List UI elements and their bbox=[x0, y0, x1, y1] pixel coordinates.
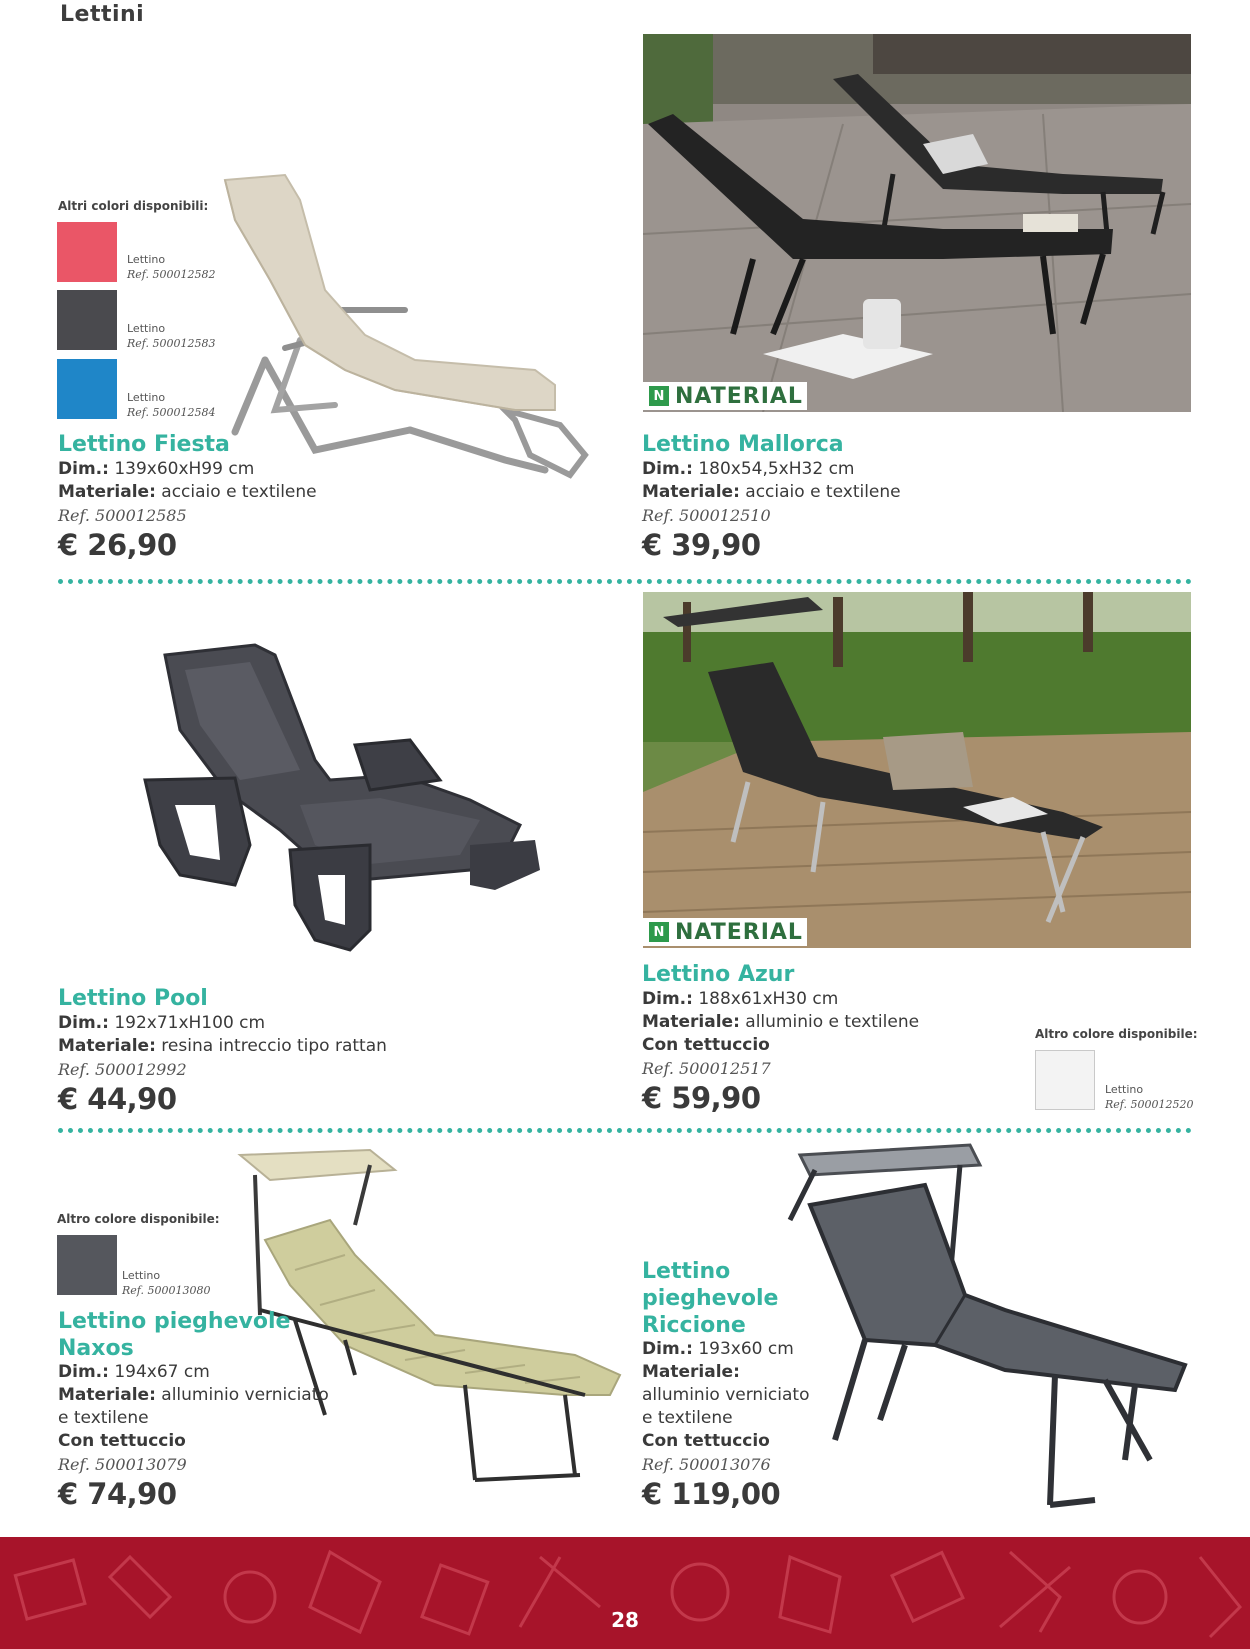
product-dimensions: Dim.: 139x60xH99 cm bbox=[58, 459, 255, 479]
color-swatch-grey[interactable] bbox=[57, 290, 117, 350]
product-name-riccione[interactable]: Lettino pieghevole Riccione bbox=[642, 1259, 779, 1338]
product-price: € 119,00 bbox=[642, 1477, 781, 1511]
section-divider bbox=[58, 1128, 1192, 1133]
patio-scene-image bbox=[643, 34, 1191, 412]
tools-pattern-icon bbox=[0, 1537, 1250, 1649]
product-dimensions: Dim.: 180x54,5xH32 cm bbox=[642, 459, 855, 479]
swatch-label: Lettino Ref. 500012583 bbox=[127, 322, 216, 350]
product-feature: Con tettuccio bbox=[642, 1035, 770, 1055]
color-swatch-white[interactable] bbox=[1035, 1050, 1095, 1110]
alt-colors-title: Altri colori disponibili: bbox=[58, 199, 209, 213]
product-ref: Ref. 500012585 bbox=[58, 506, 187, 525]
naterial-logo: N NATERIAL bbox=[643, 382, 807, 410]
product-price: € 39,90 bbox=[642, 528, 761, 562]
product-photo-azur[interactable] bbox=[643, 592, 1191, 948]
product-material: Materiale: alluminio verniciato e textilene bbox=[58, 1385, 329, 1428]
page-number: 28 bbox=[611, 1608, 639, 1632]
product-material: Materiale: acciaio e textilene bbox=[58, 482, 317, 502]
product-ref: Ref. 500012510 bbox=[642, 506, 771, 525]
product-ref: Ref. 500013076 bbox=[642, 1455, 771, 1474]
product-name-azur[interactable]: Lettino Azur bbox=[642, 962, 795, 987]
swatch-label: Lettino Ref. 500012582 bbox=[127, 253, 216, 281]
product-image-riccione[interactable] bbox=[785, 1140, 1200, 1515]
swatch-label: Lettino Ref. 500013080 bbox=[122, 1269, 211, 1297]
product-name-mallorca[interactable]: Lettino Mallorca bbox=[642, 432, 844, 457]
product-material: Materiale: acciaio e textilene bbox=[642, 482, 901, 502]
product-price: € 26,90 bbox=[58, 528, 177, 562]
product-ref: Ref. 500012992 bbox=[58, 1060, 187, 1079]
product-feature: Con tettuccio bbox=[642, 1431, 770, 1451]
page-footer bbox=[0, 1537, 1250, 1649]
product-price: € 74,90 bbox=[58, 1477, 177, 1511]
naterial-logo: N NATERIAL bbox=[643, 918, 807, 946]
product-price: € 44,90 bbox=[58, 1082, 177, 1116]
naterial-logo-mark-icon: N bbox=[649, 386, 669, 406]
swatch-label: Lettino Ref. 500012584 bbox=[127, 391, 216, 419]
product-dimensions: Dim.: 192x71xH100 cm bbox=[58, 1013, 266, 1033]
product-name-naxos[interactable]: Lettino pieghevole Naxos bbox=[58, 1309, 291, 1361]
color-swatch-blue[interactable] bbox=[57, 359, 117, 419]
product-ref: Ref. 500013079 bbox=[58, 1455, 187, 1474]
swatch-label: Lettino Ref. 500012520 bbox=[1105, 1083, 1194, 1111]
alt-colors-title: Altro colore disponibile: bbox=[57, 1212, 220, 1226]
product-name-fiesta[interactable]: Lettino Fiesta bbox=[58, 432, 230, 457]
product-dimensions: Dim.: 193x60 cm bbox=[642, 1339, 794, 1359]
product-material: Materiale: resina intreccio tipo rattan bbox=[58, 1036, 387, 1056]
product-image-pool[interactable] bbox=[140, 630, 550, 970]
garden-scene-image bbox=[643, 592, 1191, 948]
product-price: € 59,90 bbox=[642, 1081, 761, 1115]
alt-colors-title: Altro colore disponibile: bbox=[1035, 1027, 1198, 1041]
page-title: Lettini bbox=[60, 2, 145, 27]
color-swatch-red[interactable] bbox=[57, 222, 117, 282]
product-image-naxos[interactable] bbox=[235, 1145, 630, 1505]
product-material: Materiale: alluminio verniciato e textilene bbox=[642, 1362, 810, 1428]
product-ref: Ref. 500012517 bbox=[642, 1059, 771, 1078]
product-photo-mallorca[interactable] bbox=[643, 34, 1191, 412]
color-swatch-grey[interactable] bbox=[57, 1235, 117, 1295]
product-feature: Con tettuccio bbox=[58, 1431, 186, 1451]
section-divider bbox=[58, 579, 1192, 584]
product-dimensions: Dim.: 188x61xH30 cm bbox=[642, 989, 839, 1009]
product-material: Materiale: alluminio e textilene bbox=[642, 1012, 920, 1032]
product-dimensions: Dim.: 194x67 cm bbox=[58, 1362, 210, 1382]
product-image-fiesta[interactable] bbox=[215, 170, 615, 500]
naterial-logo-mark-icon: N bbox=[649, 922, 669, 942]
product-name-pool[interactable]: Lettino Pool bbox=[58, 986, 208, 1011]
